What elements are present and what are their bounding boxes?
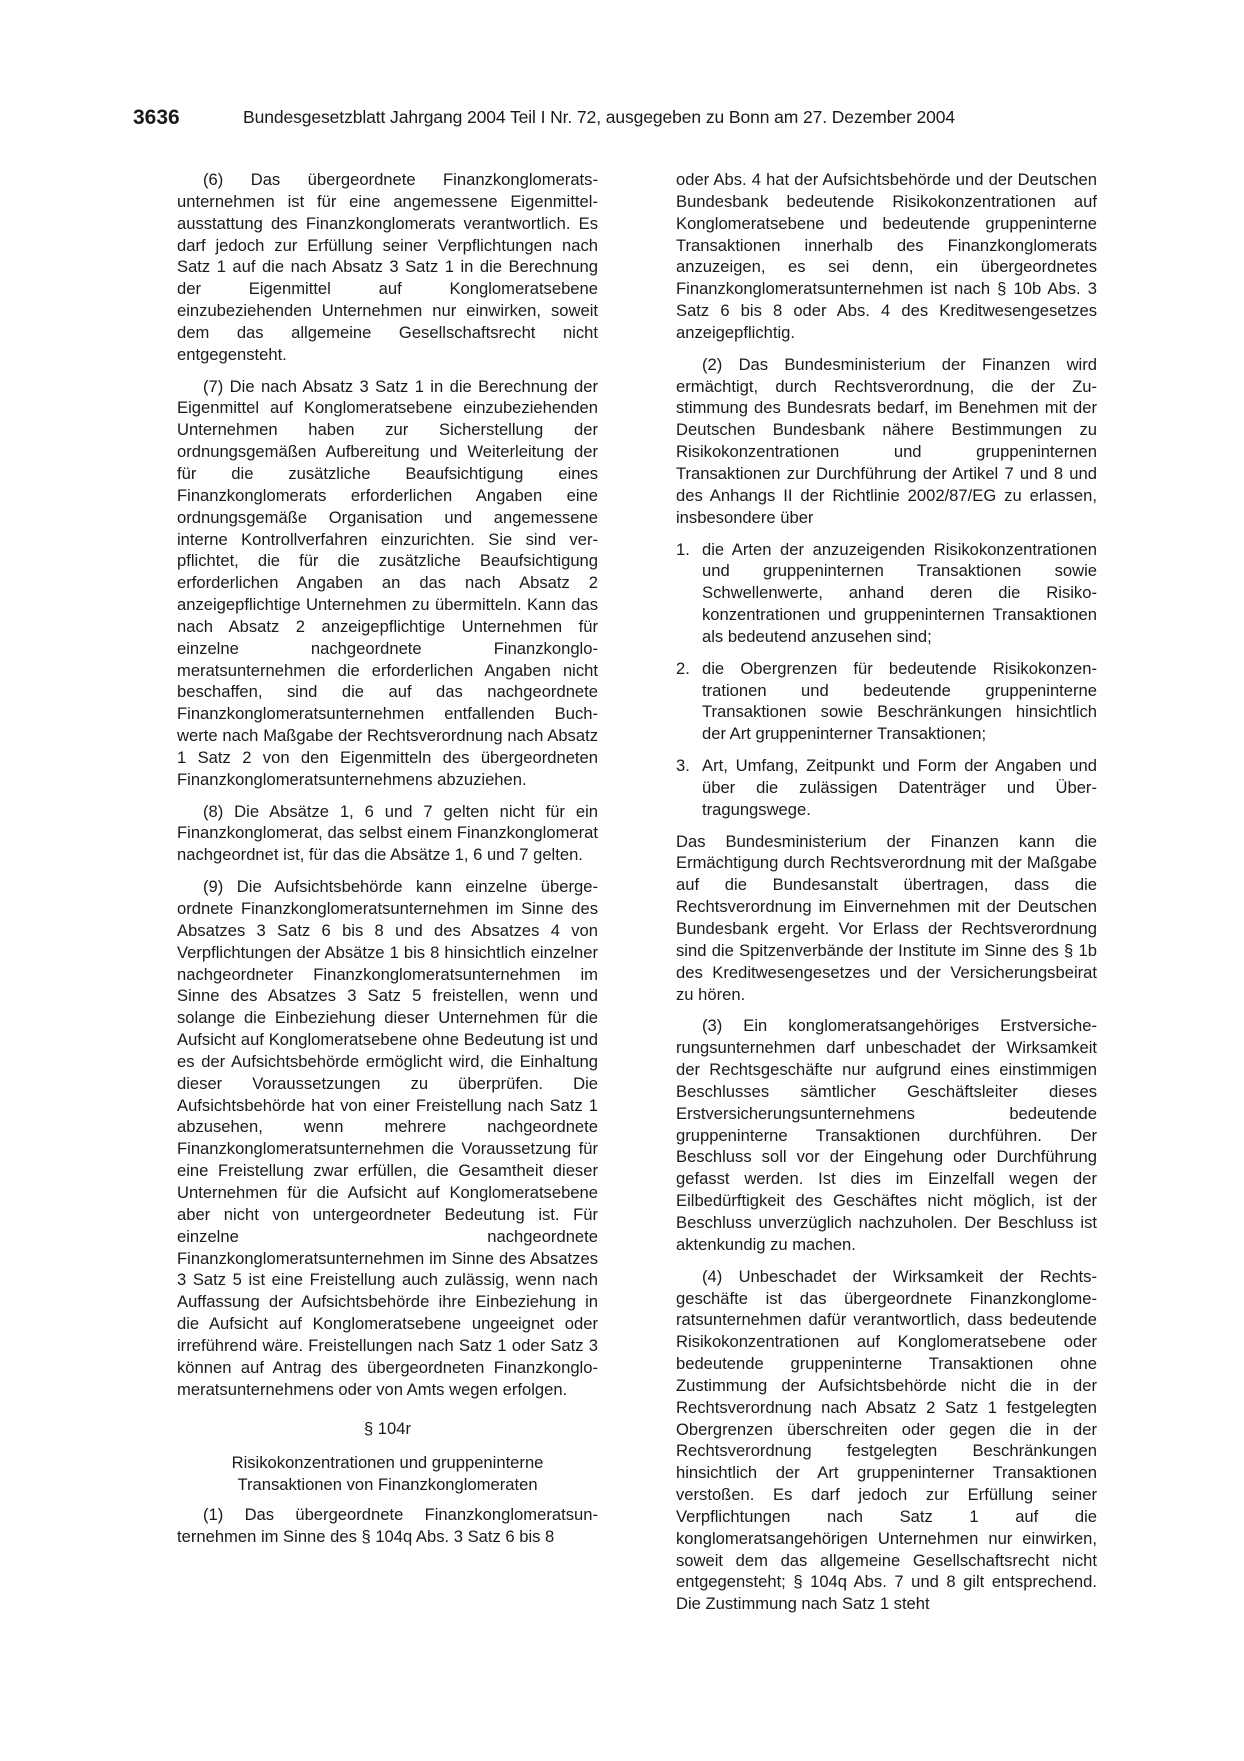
- section-paragraph-1-continued: oder Abs. 4 hat der Aufsichtsbehörde und der Deutschen Bundesbank bedeutende Risikokonzentrationen auf Konglomeratsebene und bedeutende gruppeninterne Transaktionen innerhalb des Finanzkonglomerats anzuzeigen, es sei denn, ein übergeordnetes Finanzkonglomeratsunternehmen ist nach § 10b Abs. 3 Satz 6 bis 8 oder Abs. 4 des Kreditwesengesetzes anzeigepflichtig.: [676, 170, 1097, 342]
- paragraph-8: (8) Die Absätze 1, 6 und 7 gelten nicht für ein Finanzkonglomerat, das selbst einem Finanzkonglomerat nachgeordnet ist, für das die Absätze 1, 6 und 7 gelten.: [177, 801, 598, 865]
- list-item-text: Art, Umfang, Zeitpunkt und Form der Angaben und über die zulässigen Datenträger und Übertragungswege.: [702, 756, 1097, 819]
- right-column: [676, 169, 1097, 1625]
- list-item: [676, 755, 1097, 821]
- section-paragraph-1: (1) Das übergeordnete Finanzkonglomeratsunternehmen im Sinne des § 104q Abs. 3 Satz 6 bis 8: [177, 1504, 598, 1546]
- section-paragraph-2: (2) Das Bundesministerium der Finanzen wird ermächtigt, durch Rechtsverordnung, die der Zustimmung des Bundesrats bedarf, im Benehmen mit der Deutschen Bundesbank nähere Bestimmungen zu Risikokonzentrationen und gruppeninternen Transaktionen zur Durchführung der Artikel 7 und 8 und des Anhangs II der Richtlinie 2002/87/EG zu erlassen, insbesondere über: [676, 354, 1097, 527]
- list-item: [676, 658, 1097, 745]
- section-title-line-1: Risikokonzentrationen und gruppeninterne: [231, 1453, 544, 1473]
- left-column: [177, 169, 598, 1558]
- list-item-text: die Obergrenzen für bedeutende Risikokonzentrationen und bedeutende gruppeninterne Transaktionen sowie Beschränkungen hinsichtlich der Art gruppeninterner Transaktionen;: [702, 658, 1097, 744]
- page-header: [133, 106, 1113, 136]
- list-item-number: 3.: [676, 756, 690, 776]
- list-item: [676, 539, 1097, 648]
- section-title: [177, 1452, 598, 1496]
- list-item-number: 1.: [676, 539, 690, 559]
- section-title-line-2: Transaktionen von Finanzkonglomeraten: [237, 1475, 538, 1495]
- page-number: 3636: [133, 106, 180, 129]
- gazette-title: Bundesgesetzblatt Jahrgang 2004 Teil I Nr. 72, ausgegeben zu Bonn am 27. Dezember 2004: [243, 107, 955, 127]
- numbered-list: [676, 539, 1097, 821]
- paragraph-9: (9) Die Aufsichtsbehörde kann einzelne übergeordnete Finanzkonglomeratsunternehmen im Sinne des Absatzes 3 Satz 6 bis 8 und des Absatzes 4 von Verpflichtungen der Absätze 1 bis 8 hinsichtlich einzelner nachgeordneter Finanzkonglomeratsunternehmen im Sinne des Absatzes 3 Satz 5 freistellen, wenn und solange die Einbeziehung dieser Unternehmen für die Aufsicht auf Konglomeratsebene ohne Bedeutung ist und es der Aufsichtsbehörde ermöglicht wird, die Einhaltung dieser Voraussetzungen zu überprüfen. Die Aufsichtsbehörde hat von einer Freistellung nach Satz 1 abzusehen, wenn mehrere nachgeordnete Finanzkonglomeratsunternehmen die Voraussetzung für eine Freistellung zwar erfüllen, die Gesamtheit dieser Unternehmen für die Aufsicht auf Konglomeratsebene aber nicht von untergeordneter Bedeutung ist. Für einzelne nachgeordnete Finanzkonglomeratsunternehmen im Sinne des Absatzes 3 Satz 5 ist eine Freistellung auch zulässig, wenn nach Auffassung der Aufsichtsbehörde ihre Einbeziehung in die Aufsicht auf Konglomeratsebene ungeeignet oder irreführend wäre. Freistellungen nach Satz 1 oder Satz 3 können auf Antrag des übergeordneten Finanzkonglomeratsunternehmens oder von Amts wegen erfolgen.: [177, 877, 598, 1399]
- list-item-text: die Arten der anzuzeigenden Risikokonzentrationen und gruppeninternen Transaktionen sowie Schwellenwerte, anhand deren die Risikokonzentrationen und gruppeninternen Transaktionen als bedeutend anzusehen sind;: [702, 539, 1097, 646]
- paragraph-6: (6) Das übergeordnete Finanzkonglomeratsunternehmen ist für eine angemessene Eigenmittelausstattung des Finanzkonglomerats verantwortlich. Es darf jedoch zur Erfüllung seiner Verpflichtungen nach Satz 1 auf die nach Absatz 3 Satz 1 in die Berechnung der Eigenmittel auf Konglomeratsebene einzubeziehenden Unternehmen nur einwirken, soweit dem das allgemeine Gesellschaftsrecht nicht entgegensteht.: [177, 170, 598, 364]
- section-number: § 104r: [363, 1419, 412, 1439]
- section-paragraph-4: (4) Unbeschadet der Wirksamkeit der Rechtsgeschäfte ist das übergeordnete Finanzkonglomeratsunternehmen dafür verantwortlich, dass bedeutende Risikokonzentrationen auf Konglomeratsebene oder bedeutende gruppeninterne Transaktionen ohne Zustimmung der Aufsichtsbehörde nicht die in der Rechtsverordnung nach Absatz 2 Satz 1 festgelegten Obergrenzen überschreiten oder gegen die in der Rechtsverordnung festgelegten Beschränkungen hinsichtlich der Art gruppeninterner Transaktionen verstoßen. Es darf jedoch zur Erfüllung seiner Verpflichtungen nach Satz 1 auf die konglomeratsangehörigen Unternehmen nur einwirken, soweit dem das allgemeine Gesellschaftsrecht nicht entgegensteht; § 104q Abs. 7 und 8 gilt entsprechend. Die Zustimmung nach Satz 1 steht: [676, 1266, 1097, 1614]
- section-paragraph-3: (3) Ein konglomeratsangehöriges Erstversicherungsunternehmen darf unbeschadet der Wirksamkeit der Rechtsgeschäfte nur aufgrund eines einstimmigen Beschlusses sämtlicher Geschäftsleiter dieses Erstversicherungsunternehmens bedeutende gruppeninterne Transaktionen durchführen. Der Beschluss soll vor der Eingehung oder Durchführung gefasst werden. Ist dies im Einzelfall wegen der Eilbedürftigkeit des Geschäftes nicht möglich, ist der Beschluss unverzüglich nachzuholen. Der Beschluss ist aktenkundig zu machen.: [676, 1016, 1097, 1254]
- list-item-number: 2.: [676, 658, 690, 678]
- paragraph-7: (7) Die nach Absatz 3 Satz 1 in die Berechnung der Eigenmittel auf Konglomeratsebene einzubeziehenden Unternehmen haben zur Sicherstellung der ordnungsgemäßen Aufbereitung und Weiterleitung der für die zusätzliche Beaufsichtigung eines Finanzkonglomerats erforderlichen Angaben eine ordnungsgemäße Organisation und angemessene interne Kontrollverfahren einzurichten. Sie sind verpflichtet, die für die zusätzliche Beaufsichtigung erforderlichen Angaben an das nach Absatz 2 anzeigepflichtige Unternehmen zu übermitteln. Kann das nach Absatz 2 anzeigepflichtige Unternehmen für einzelne nachgeordnete Finanzkonglomeratsunternehmen die erforderlichen Angaben nicht beschaffen, sind die auf das nachgeordnete Finanzkonglomeratsunternehmen entfallenden Buchwerte nach Maßgabe der Rechtsverordnung nach Absatz 1 Satz 2 von den Eigenmitteln des übergeordneten Finanzkonglomeratsunternehmens abzuziehen.: [177, 376, 598, 789]
- section-paragraph-2-tail: Das Bundesministerium der Finanzen kann die Ermächtigung durch Rechtsverordnung mit der Maßgabe auf die Bundesanstalt übertragen, dass die Rechtsverordnung im Einvernehmen mit der Deutschen Bundesbank ergeht. Vor Erlass der Rechtsverordnung sind die Spitzenverbände der Institute im Sinne des § 1b des Kreditwesengesetzes und der Versicherungsbeirat zu hören.: [676, 831, 1097, 1004]
